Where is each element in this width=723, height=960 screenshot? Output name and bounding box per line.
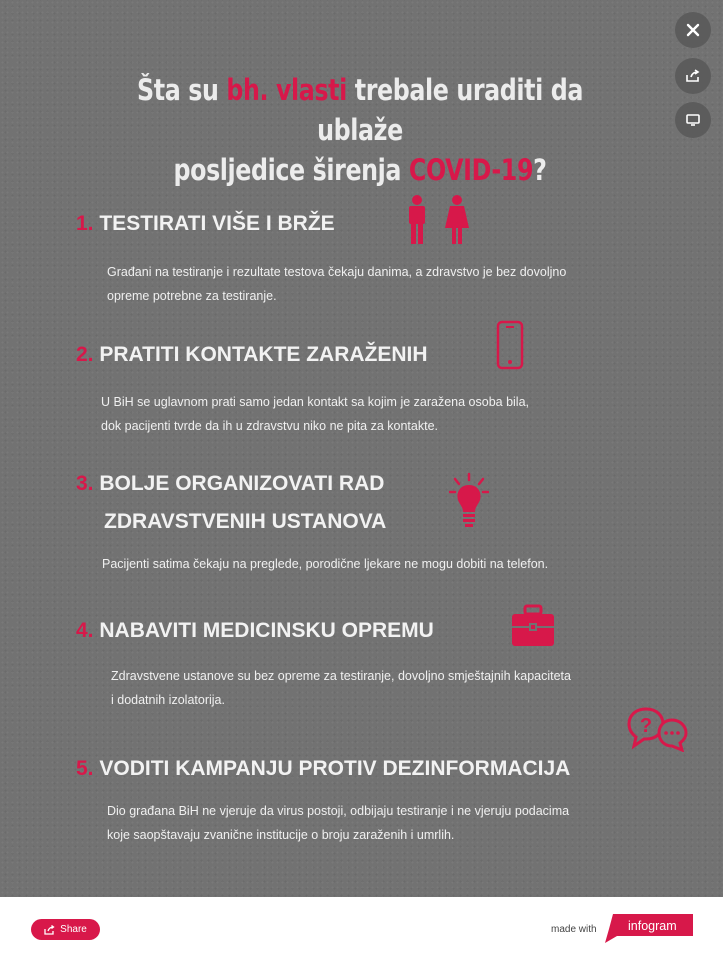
share-button[interactable] [675,58,711,94]
section-2-description [101,390,691,438]
section-heading: PRATITI KONTAKTE ZARAŽENIH [99,343,428,366]
description-line: Dio građana BiH ne vjeruje da virus postoji, odbijaju testiranje i ne vjeruju podacima [107,804,570,818]
share-icon [685,69,701,83]
section-4-title [76,615,434,647]
share-label: Share [60,924,87,935]
title-text: posljedice širenja [173,153,409,187]
section-1-title [76,208,335,240]
description-line: i dodatnih izolatorija. [111,693,225,707]
share-pill-button[interactable] [31,919,100,940]
section-heading: VODITI KAMPANJU PROTIV DEZINFORMACIJA [99,757,571,780]
monitor-icon [685,113,701,127]
section-3-title [76,468,384,500]
description-line: U BiH se uglavnom prati samo jedan kontakt sa kojim je zaražena osoba bila, [101,395,529,409]
close-icon [686,23,700,37]
smartphone-icon [495,320,525,370]
section-1-description [107,260,697,308]
description-line: Zdravstvene ustanove su bez opreme za testiranje, dovoljno smještajnih kapaciteta [111,669,571,683]
title-text: trebale uraditi da ublaže [317,73,583,147]
description-line: opreme potrebne za testiranje. [107,289,277,303]
briefcase-icon [510,604,556,648]
present-button[interactable] [675,102,711,138]
title-highlight: bh. vlasti [226,73,347,107]
question-chat-icon [626,706,690,752]
section-3-description [102,552,702,576]
section-number: 4. [76,619,94,642]
infogram-brand: infogram [628,919,677,933]
share-icon [44,925,55,935]
title-highlight: COVID-19 [408,153,534,187]
section-2-title [76,339,428,371]
section-5-description [107,799,697,847]
section-3-title-line2 [104,506,386,538]
section-5-title [76,753,570,785]
made-with-text: made with [551,924,597,935]
section-number: 1. [76,212,94,235]
description-line: Pacijenti satima čekaju na preglede, porodične ljekare ne mogu dobiti na telefon. [102,557,549,571]
section-number: 5. [76,757,94,780]
section-heading: NABAVITI MEDICINSKU OPREMU [99,619,434,642]
footer [0,897,723,960]
title-text: Šta su [137,73,227,107]
section-4-description [111,664,701,712]
page-title [98,70,623,190]
male-female-icon [404,194,472,246]
title-text: ? [533,153,547,187]
svg-text:?: ? [639,715,653,737]
description-line: koje saopštavaju zvanične institucije o broju zaraženih i umrlih. [107,828,455,842]
section-heading: ZDRAVSTVENIH USTANOVA [104,510,387,533]
close-button[interactable] [675,12,711,48]
section-number: 2. [76,343,94,366]
section-heading: TESTIRATI VIŠE I BRŽE [99,212,335,235]
section-heading: BOLJE ORGANIZOVATI RAD [99,472,385,495]
section-number: 3. [76,472,94,495]
lightbulb-icon [449,472,489,530]
description-line: Građani na testiranje i rezultate testova čekaju danima, a zdravstvo je bez dovoljno [107,265,567,279]
description-line: dok pacijenti tvrde da ih u zdravstvu niko ne pita za kontakte. [101,419,438,433]
